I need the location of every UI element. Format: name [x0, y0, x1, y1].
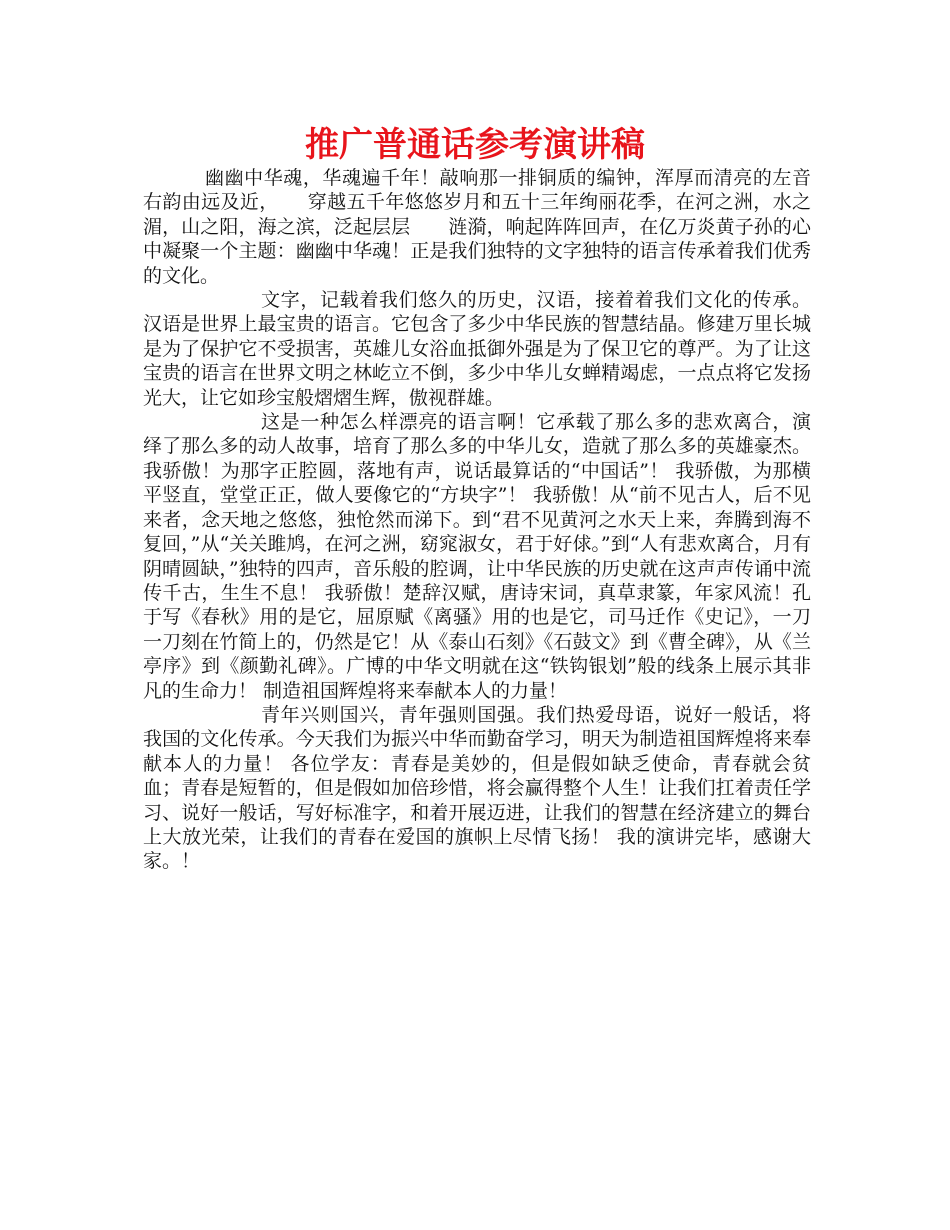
- paragraph-4: 青年兴则国兴，青年强则国强。我们热爱母语，说好一般话，将我国的文化传承。今天我们为振兴中华而勤奋学习，明天为制造祖国辉煌将来奉献本人的力量！ 各位学友：青春是美妙的，但是假如缺乏使命，青春就会贫血；青春是短暂的，但是假如加倍珍惜，将会赢得整个人生！让我们扛着责任学习、说好一般话，写好标准字，和着开展迈进，让我们的智慧在经济建立的舞台上大放光荣，让我们的青春在爱国的旗帜上尽情飞扬！ 我的演讲完毕，感谢大家。！: [143, 703, 811, 873]
- paragraph-3: 这是一种怎么样漂亮的语言啊！它承载了那么多的悲欢离合，演绎了那么多的动人故事，培育了那么多的中华儿女，造就了那么多的英雄豪杰。 我骄傲！为那字正腔圆，落地有声，说话最算话的“中国话”！ 我骄傲，为那横平竖直，堂堂正正，做人要像它的“方块字”！ 我骄傲！从“前不见古人，后不见来者，念天地之悠悠，独怆然而涕下。到“君不见黄河之水天上来，奔腾到海不复回，”从“关关雎鸠，在河之洲，窈窕淑女，君于好俅。”到“人有悲欢离合，月有阴晴圆缺，”独特的四声，音乐般的腔调，让中华民族的历史就在这声声传诵中流传千古，生生不息！ 我骄傲！楚辞汉赋，唐诗宋词，真草隶篆，年家风流！孔于写《春秋》用的是它，屈原赋《离骚》用的也是它，司马迁作《史记》，一刀一刀刻在竹简上的，仍然是它！从《泰山石刻》《石鼓文》到《曹全碑》，从《兰亭序》到《颜勤礼碑》。广博的中华文明就在这“铁钩银划”般的线条上展示其非凡的生命力！ 制造祖国辉煌将来奉献本人的力量！: [143, 411, 818, 702]
- document-title: 推广普通话参考演讲稿: [305, 125, 645, 165]
- paragraph-1: 幽幽中华魂，华魂遍千年！敲响那一排铜质的编钟，浑厚而清亮的左音右韵由远及近， 穿越五千年悠悠岁月和五十三年绚丽花季，在河之洲，水之湄，山之阳，海之滨，泛起层层 涟漪，响起阵阵回声，在亿万炎黄子孙的心中凝聚一个主题：幽幽中华魂！正是我们独特的文字独特的语言传承着我们优秀的文化。: [143, 167, 811, 287]
- document-body: [143, 166, 818, 874]
- paragraph-2: 文字，记载着我们悠久的历史，汉语，接着着我们文化的传承。汉语是世界上最宝贵的语言。它包含了多少中华民族的智慧结晶。修建万里长城是为了保护它不受损害，英雄儿女浴血抵御外强是为了保卫它的尊严。为了让这宝贵的语言在世界文明之林屹立不倒，多少中华儿女蝉精竭虑，一点点将它发扬光大，让它如珍宝般熠熠生辉，傲视群雄。: [143, 289, 811, 409]
